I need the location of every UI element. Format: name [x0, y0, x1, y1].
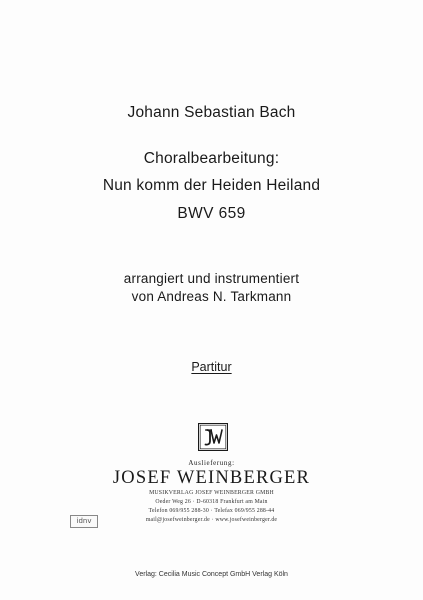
composer-name: Johann Sebastian Bach: [127, 104, 296, 121]
publisher-company-line: MUSIKVERLAG JOSEF WEINBERGER GMBH: [149, 490, 274, 496]
publisher-address-line: Oeder Weg 26 · D-60318 Frankfurt am Main: [155, 499, 268, 505]
edition-type-label: Partitur: [191, 360, 232, 374]
work-title-line-1: Choralbearbeitung:: [143, 150, 280, 167]
arranger-line-2: von Andreas N. Tarkmann: [131, 289, 292, 304]
delivery-label: Auslieferung:: [188, 459, 235, 467]
publisher-web-line: mail@josefweinberger.de · www.josefweinberger.de: [145, 517, 278, 523]
publisher-name: JOSEF WEINBERGER: [112, 468, 311, 488]
arranger-line-1: arrangiert und instrumentiert: [123, 271, 300, 286]
publisher-logo-icon: [198, 423, 228, 451]
idnv-stamp: idnv: [70, 515, 98, 528]
verlag-footer: Verlag: Cecilia Music Concept GmbH Verlag Köln: [135, 571, 288, 578]
catalogue-number: BWV 659: [177, 205, 246, 222]
work-title-line-2: Nun komm der Heiden Heiland: [102, 177, 321, 194]
publisher-phone-line: Telefon 069/955 288-30 · Telefax 069/955 288-44: [148, 508, 275, 514]
